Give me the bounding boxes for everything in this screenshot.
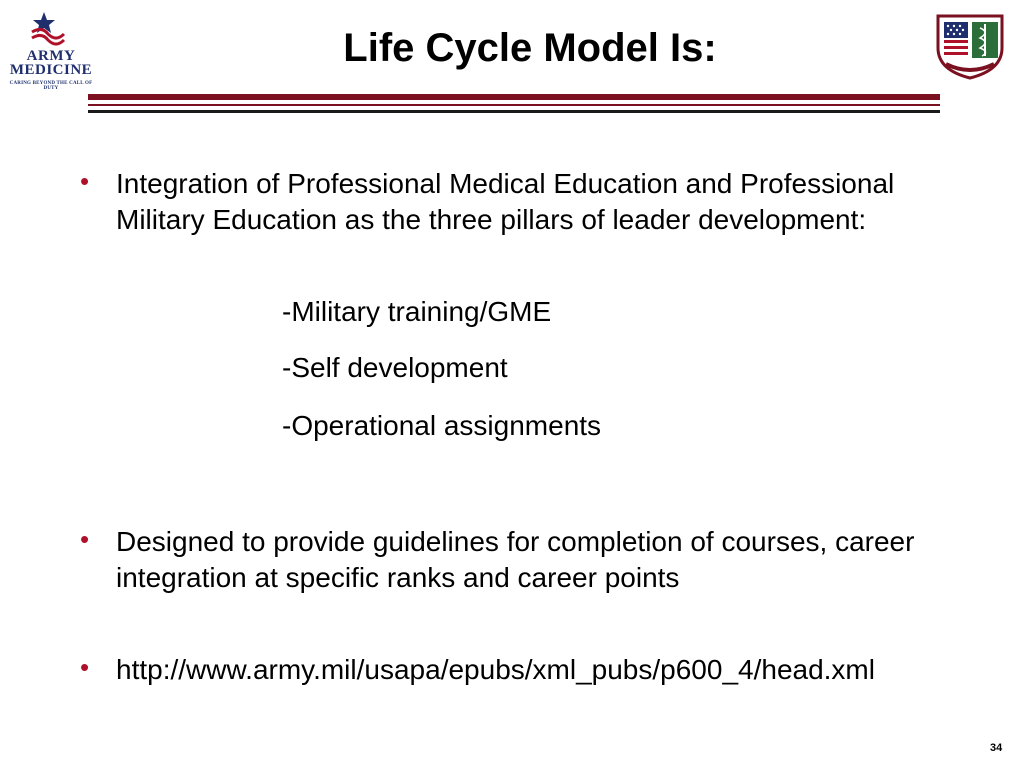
page-number: 34 bbox=[990, 742, 1003, 754]
star-flag-icon bbox=[28, 10, 68, 48]
bullet-link-text: http://www.army.mil/usapa/epubs/xml_pubs/p600_4/head.xml bbox=[116, 654, 875, 685]
slide-title: Life Cycle Model Is: bbox=[343, 26, 717, 70]
logo-medicine-text: MEDICINE bbox=[9, 62, 93, 78]
sub-item-operational-assignments: -Operational assignments bbox=[282, 410, 602, 441]
logo-army-text: ARMY bbox=[26, 48, 76, 64]
sub-item-military-training: -Military training/GME bbox=[282, 296, 552, 327]
logo-tagline: CARING BEYOND THE CALL OF DUTY bbox=[9, 81, 93, 91]
bullet-dot-icon: • bbox=[80, 524, 90, 554]
sub-item-self-development: -Self development bbox=[282, 352, 508, 383]
bullet-text: Designed to provide guidelines for completion of courses, career integration at specific ranks and career points bbox=[116, 526, 915, 593]
bullet-text: Integration of Professional Medical Education and Professional Military Education as the three pillars of leader development: bbox=[116, 168, 895, 235]
medical-corps-crest-icon bbox=[934, 12, 1006, 87]
bullet-dot-icon: • bbox=[80, 166, 90, 196]
title-divider-thin bbox=[88, 104, 940, 106]
title-divider-thick bbox=[88, 94, 940, 100]
army-medicine-logo bbox=[6, 10, 93, 91]
bullet-dot-icon: • bbox=[80, 652, 90, 682]
title-divider-dark bbox=[88, 110, 940, 113]
